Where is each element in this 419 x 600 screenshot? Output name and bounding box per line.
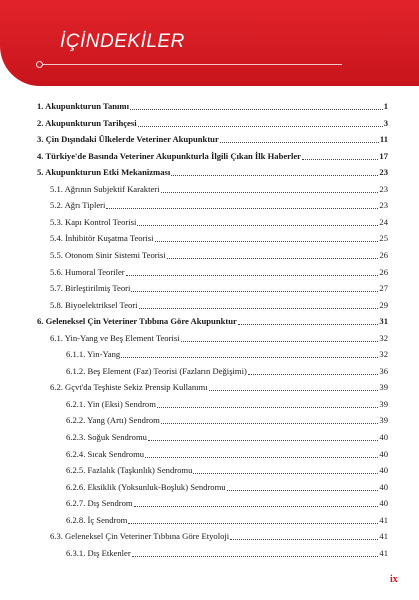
toc-entry-page: 23 bbox=[379, 183, 388, 194]
toc-entry-label: 6.2.5. Fazlalık (Taşkınlık) Sendromu bbox=[66, 465, 193, 476]
toc-entry[interactable] bbox=[37, 314, 388, 328]
toc-entry-label: 5.2. Ağrı Tipleri bbox=[50, 200, 106, 211]
toc-entry-label: 2. Akupunkturun Tarihçesi bbox=[37, 117, 137, 128]
toc-dot-leader bbox=[227, 490, 379, 491]
toc-entry[interactable] bbox=[66, 413, 388, 427]
toc-dot-leader bbox=[130, 109, 383, 110]
toc-entry[interactable] bbox=[37, 116, 388, 130]
toc-entry-page: 29 bbox=[379, 299, 388, 310]
toc-entry-page: 31 bbox=[379, 316, 388, 327]
toc-entry-label: 6. Geleneksel Çin Veteriner Tıbbına Göre Akupunktur bbox=[37, 316, 237, 327]
toc-entry-label: 6.2.2. Yang (Artı) Sendrom bbox=[66, 415, 160, 426]
toc-entry-label: 6.3. Geleneksel Çin Veteriner Tıbbına Göre Etyoloji bbox=[50, 531, 230, 542]
toc-entry-page: 26 bbox=[379, 249, 388, 260]
toc-entry[interactable] bbox=[50, 215, 388, 229]
toc-dot-leader bbox=[106, 208, 378, 209]
toc-dot-leader bbox=[157, 407, 378, 408]
toc-dot-leader bbox=[167, 258, 379, 259]
toc-entry-page: 25 bbox=[379, 233, 388, 244]
toc-entry-label: 6.2. Gçvt'da Teşhiste Sekiz Prensip Kullanımı bbox=[50, 382, 208, 393]
toc-entry-page: 41 bbox=[379, 514, 388, 525]
toc-entry[interactable] bbox=[66, 480, 388, 494]
toc-entry-page: 11 bbox=[379, 134, 388, 145]
toc-dot-leader bbox=[121, 357, 378, 358]
toc-entry[interactable] bbox=[66, 496, 388, 510]
toc-entry-label: 6.3.1. Dış Etkenler bbox=[66, 547, 131, 558]
header-ornament-line bbox=[42, 64, 342, 65]
toc-dot-leader bbox=[248, 374, 379, 375]
toc-entry-page: 32 bbox=[379, 349, 388, 360]
toc-entry-page: 32 bbox=[379, 332, 388, 343]
toc-entry[interactable] bbox=[37, 132, 388, 146]
toc-entry[interactable] bbox=[50, 182, 388, 196]
toc-entry[interactable] bbox=[66, 546, 388, 560]
toc-dot-leader bbox=[181, 341, 379, 342]
toc-entry-label: 6.1.1. Yin-Yang bbox=[66, 349, 121, 360]
toc-dot-leader bbox=[148, 440, 378, 441]
toc-entry[interactable] bbox=[50, 331, 388, 345]
toc-entry-label: 5.7. Birleştirilmiş Teori bbox=[50, 283, 131, 294]
toc-entry[interactable] bbox=[50, 248, 388, 262]
toc-dot-leader bbox=[145, 457, 378, 458]
header-banner bbox=[0, 0, 419, 86]
toc-entry-page: 40 bbox=[379, 498, 388, 509]
toc-entry-label: 5.1. Ağrının Subjektif Karakteri bbox=[50, 183, 160, 194]
toc-entry-page: 41 bbox=[379, 547, 388, 558]
toc-dot-leader bbox=[220, 142, 379, 143]
toc-entry-label: 5.3. Kapı Kontrol Teorisi bbox=[50, 216, 137, 227]
toc-entry-label: 6.2.6. Eksiklik (Yoksunluk-Boşluk) Sendromu bbox=[66, 481, 226, 492]
toc-entry-label: 4. Türkiye'de Basında Veteriner Akupunkturla İlgili Çıkan İlk Haberler bbox=[37, 150, 301, 161]
toc-dot-leader bbox=[193, 473, 378, 474]
toc-entry-label: 6.2.1. Yin (Eksi) Sendrom bbox=[66, 398, 156, 409]
toc-dot-leader bbox=[126, 275, 379, 276]
toc-entry[interactable] bbox=[50, 298, 388, 312]
toc-entry[interactable] bbox=[37, 149, 388, 163]
toc-entry-label: 5.5. Otonom Sinir Sistemi Teorisi bbox=[50, 249, 166, 260]
toc-entry-label: 5.6. Humoral Teoriler bbox=[50, 266, 125, 277]
toc-entry-page: 17 bbox=[379, 150, 388, 161]
toc-entry-page: 40 bbox=[379, 465, 388, 476]
toc-entry-page: 1 bbox=[383, 101, 388, 111]
toc-entry-page: 40 bbox=[379, 432, 388, 442]
toc-entry[interactable] bbox=[66, 463, 388, 477]
toc-entry-page: 40 bbox=[379, 448, 388, 459]
toc-dot-leader bbox=[209, 390, 379, 391]
toc-entry-page: 23 bbox=[379, 200, 388, 211]
toc-entry-label: 6.2.4. Sıcak Sendromu bbox=[66, 448, 145, 459]
toc-entry-label: 3. Çin Dışındaki Ülkelerde Veteriner Akupunktur bbox=[37, 134, 219, 145]
toc-entry-label: 6.2.3. Soğuk Sendromu bbox=[66, 432, 147, 442]
toc-entry[interactable] bbox=[50, 380, 388, 394]
toc-entry-page: 36 bbox=[379, 365, 388, 376]
toc-entry[interactable] bbox=[50, 529, 388, 543]
toc-entry-page: 24 bbox=[379, 216, 388, 227]
toc-entry[interactable] bbox=[66, 364, 388, 378]
toc-entry[interactable] bbox=[50, 281, 388, 295]
toc-entry[interactable] bbox=[37, 99, 388, 113]
toc-dot-leader bbox=[128, 523, 378, 524]
toc-dot-leader bbox=[161, 192, 379, 193]
toc-dot-leader bbox=[132, 556, 379, 557]
toc-dot-leader bbox=[302, 159, 378, 160]
toc-entry-page: 39 bbox=[379, 382, 388, 393]
toc-dot-leader bbox=[238, 324, 379, 325]
toc-entry[interactable] bbox=[50, 265, 388, 279]
toc-entry-page: 23 bbox=[379, 167, 388, 178]
toc-entry[interactable] bbox=[66, 430, 388, 444]
toc-entry[interactable] bbox=[66, 397, 388, 411]
toc-entry-page: 26 bbox=[379, 266, 388, 277]
toc-dot-leader bbox=[131, 291, 378, 292]
toc-entry[interactable] bbox=[37, 165, 388, 179]
toc-entry-label: 6.1.2. Beş Element (Faz) Teorisi (Fazların Değişimi) bbox=[66, 365, 247, 376]
toc-entry-page: 40 bbox=[379, 481, 388, 492]
toc-dot-leader bbox=[171, 175, 378, 176]
toc-entry-page: 27 bbox=[379, 283, 388, 294]
toc-entry[interactable] bbox=[66, 447, 388, 461]
toc-entry[interactable] bbox=[50, 198, 388, 212]
toc-entry-page: 39 bbox=[379, 398, 388, 409]
toc-dot-leader bbox=[230, 539, 378, 540]
toc-entry-label: 5.4. İnhibitör Kuşatma Teorisi bbox=[50, 233, 154, 244]
toc-entry-label: 5.8. Biyoelektriksel Teori bbox=[50, 299, 138, 310]
toc-entry-page: 3 bbox=[383, 117, 388, 128]
toc-entry[interactable] bbox=[50, 231, 388, 245]
toc-dot-leader bbox=[137, 225, 378, 226]
toc-dot-leader bbox=[138, 126, 383, 127]
toc-dot-leader bbox=[161, 423, 379, 424]
toc-entry-page: 39 bbox=[379, 415, 388, 426]
toc-entry[interactable] bbox=[66, 513, 388, 527]
page-title: İÇİNDEKİLER bbox=[60, 31, 185, 52]
toc-entry-label: 6.2.8. İç Sendrom bbox=[66, 514, 128, 525]
toc-entry-label: 5. Akupunkturun Etki Mekanizması bbox=[37, 167, 171, 178]
toc-dot-leader bbox=[155, 241, 379, 242]
toc-entry-page: 41 bbox=[379, 531, 388, 542]
toc-entry-label: 6.2.7. Dış Sendrom bbox=[66, 498, 133, 509]
toc-entry-label: 6.1. Yin-Yang ve Beş Element Teorisi bbox=[50, 332, 180, 343]
toc-entry-label: 1. Akupunkturun Tanımı bbox=[37, 101, 129, 111]
toc-entry[interactable] bbox=[66, 347, 388, 361]
toc-dot-leader bbox=[134, 506, 379, 507]
toc-dot-leader bbox=[139, 308, 379, 309]
page-number: ix bbox=[390, 574, 398, 585]
